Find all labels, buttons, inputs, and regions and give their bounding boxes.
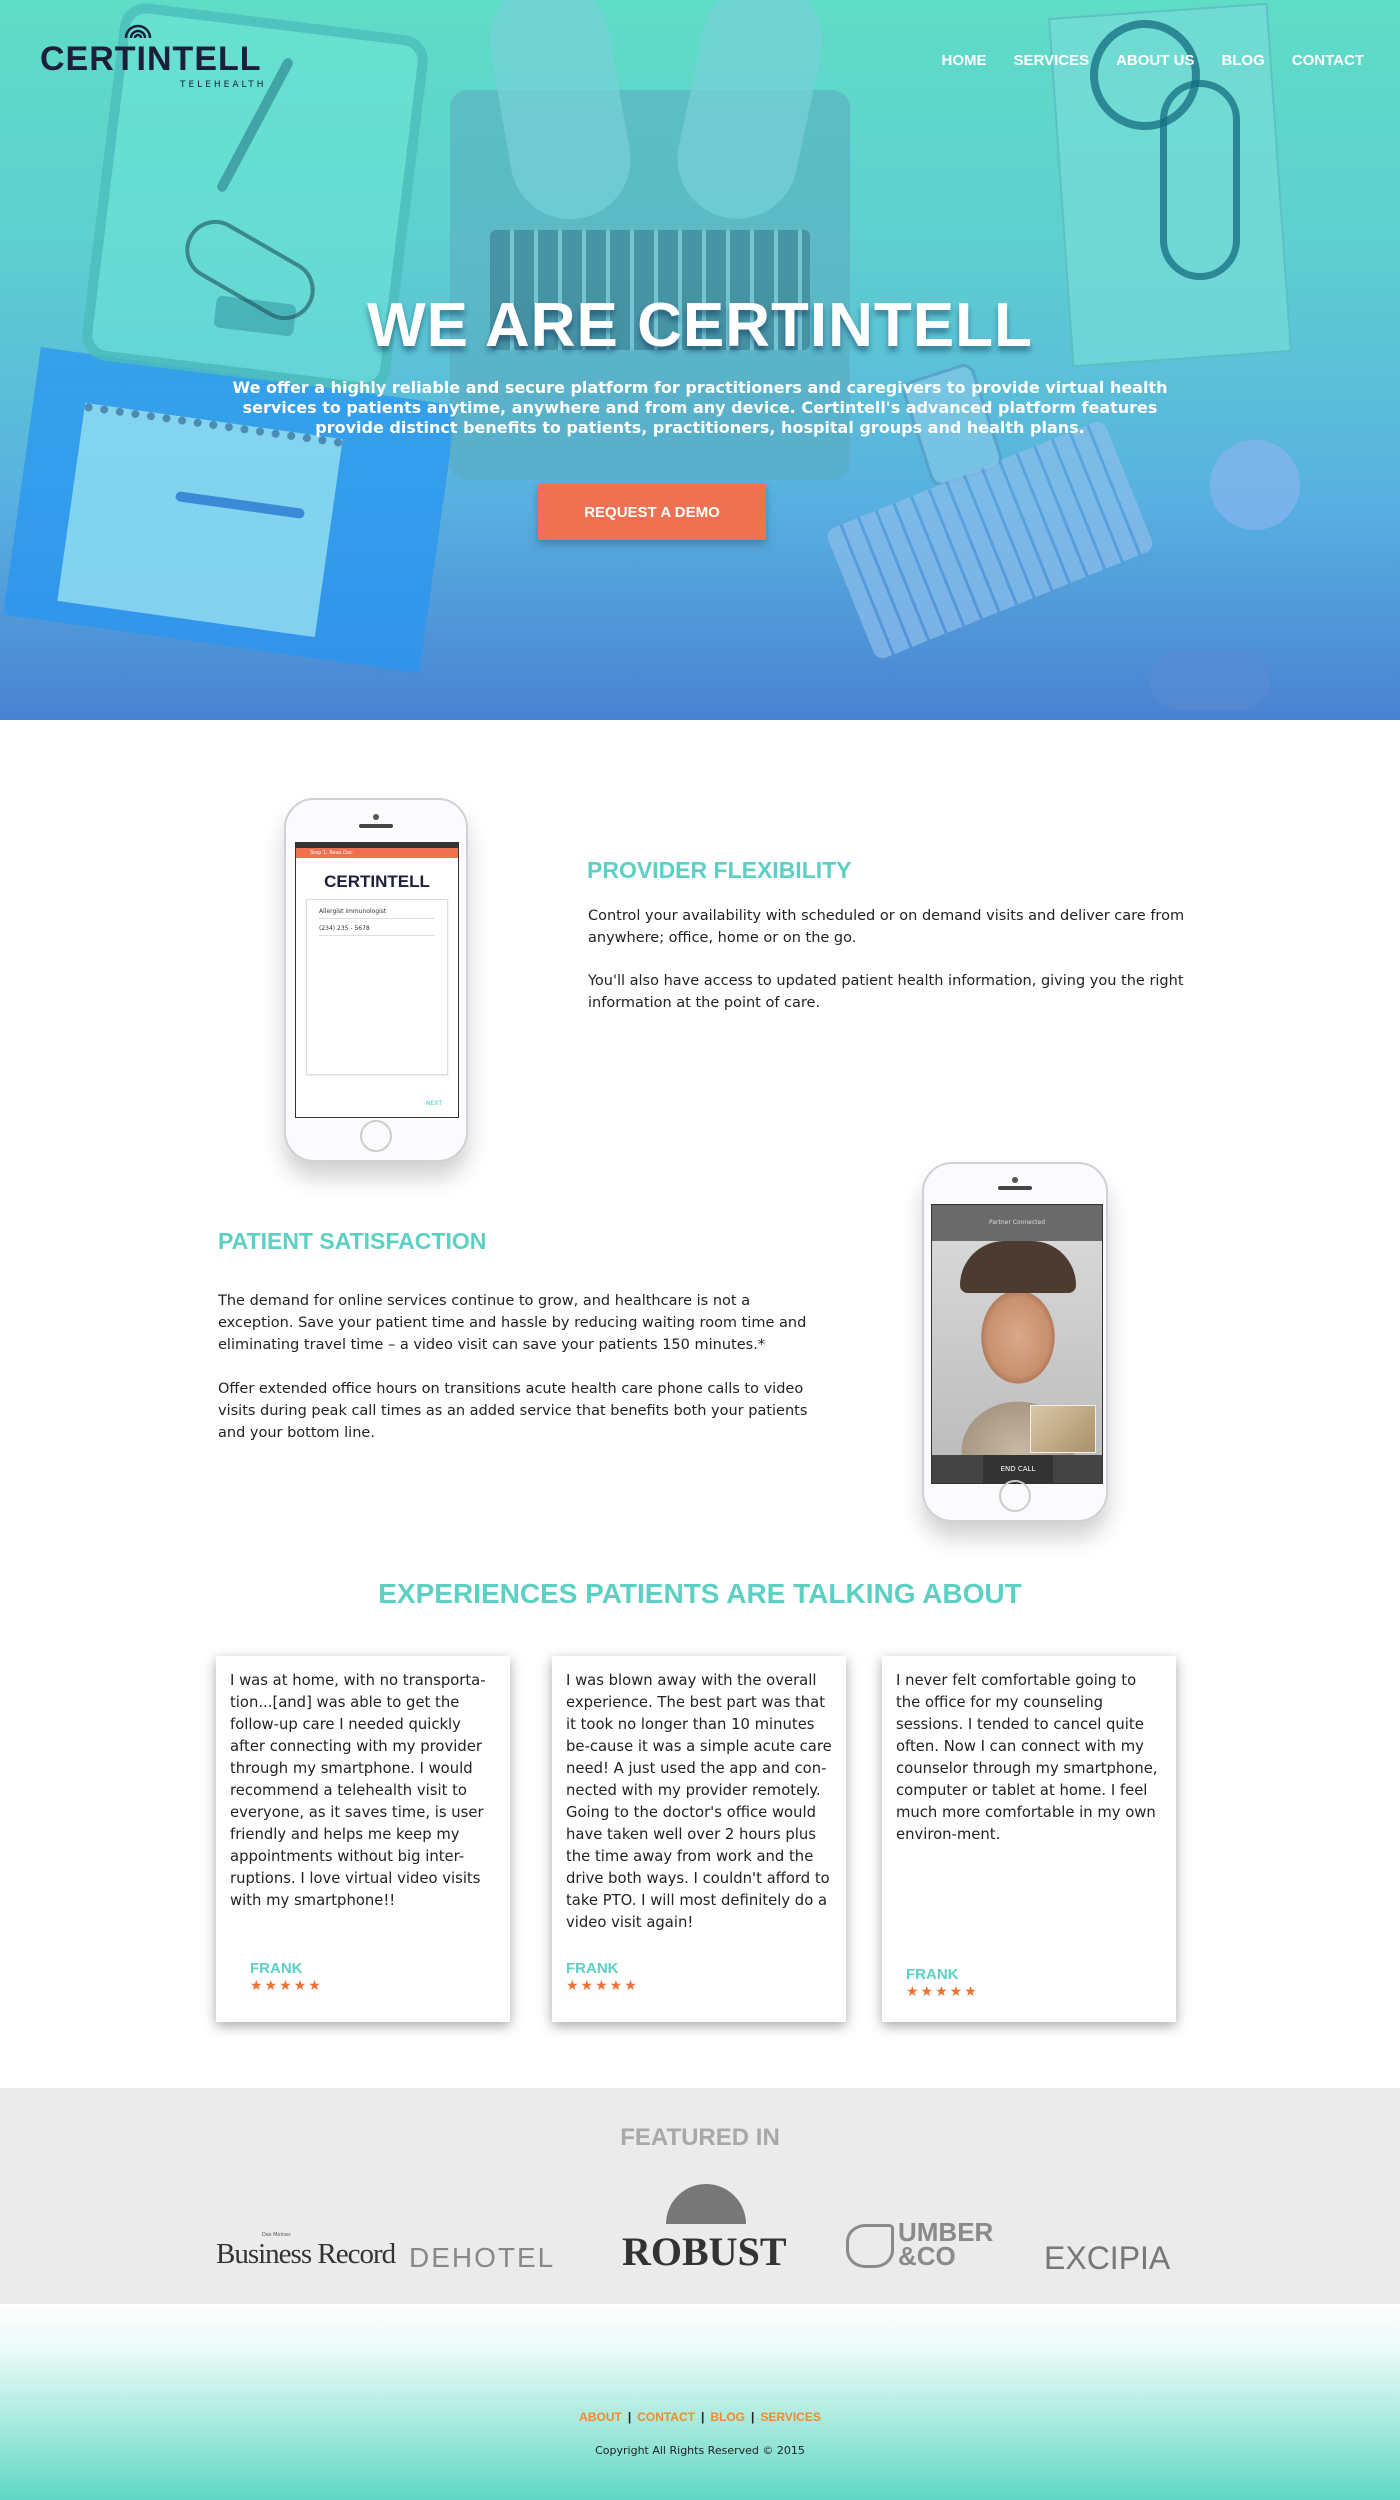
hero-subtitle: We offer a highly reliable and secure platform for practitioners and caregivers to provide virtual health services to patients anytime, anywhere and from any device. Certintell's advanced platform features provide distinct benefits to patients, practitioners, hospital groups and health plans. bbox=[232, 378, 1168, 437]
footer-link-blog[interactable]: BLOG bbox=[710, 2410, 745, 2424]
footer-link-contact[interactable]: CONTACT bbox=[637, 2410, 695, 2424]
app-phone-field: (234) 235 - 5678 bbox=[319, 925, 435, 936]
star-rating: ★★★★★ bbox=[250, 1978, 323, 1994]
footer-link-services[interactable]: SERVICES bbox=[760, 2410, 821, 2424]
request-demo-button[interactable]: REQUEST A DEMO bbox=[538, 484, 766, 540]
phone-screen bbox=[295, 842, 459, 1118]
star-rating: ★★★★★ bbox=[566, 1978, 639, 1994]
brand-dehotel-logo[interactable]: DEHOTEL bbox=[409, 2242, 556, 2273]
video-call-phone-mockup bbox=[922, 1162, 1108, 1522]
hero-title: WE ARE CERTINTELL bbox=[367, 291, 1033, 360]
nav-home[interactable]: HOME bbox=[941, 52, 987, 69]
copyright-text: Copyright All Rights Reserved © 2015 bbox=[595, 2444, 805, 2457]
provider-flexibility-text-1: Control your availability with scheduled or on demand visits and deliver care from anywhere; office, home or on the go. bbox=[588, 908, 1185, 946]
call-top-bar bbox=[932, 1205, 1102, 1241]
brand-business-record-logo[interactable]: Business Record bbox=[216, 2238, 396, 2270]
end-call-button: END CALL bbox=[983, 1455, 1054, 1483]
featured-in-title: FEATURED IN bbox=[620, 2124, 780, 2151]
patient-satisfaction-text-1: The demand for online services continue to grow, and healthcare is not a exception. Save your patient time and hassle by reducing waiting room time and eliminating travel time – a video visit can save your patients 150 minutes.* bbox=[218, 1293, 807, 1353]
app-phone-mockup bbox=[284, 798, 468, 1162]
testimonial-author: FRANK bbox=[566, 1960, 619, 1977]
testimonial-card bbox=[552, 1656, 846, 2022]
app-next-button: NEXT bbox=[426, 1100, 442, 1107]
logo-wordmark: CERTINTELL bbox=[40, 40, 262, 78]
phone-home-button bbox=[360, 1120, 392, 1152]
signal-waves-icon bbox=[118, 18, 158, 42]
phone-camera bbox=[1012, 1177, 1018, 1183]
testimonial-card bbox=[216, 1656, 510, 2022]
testimonial-author: FRANK bbox=[906, 1966, 959, 1983]
saw-blade-icon bbox=[666, 2184, 746, 2224]
star-rating: ★★★★★ bbox=[906, 1984, 979, 2000]
nav-blog[interactable]: BLOG bbox=[1221, 52, 1265, 69]
app-logo: CERTINTELL bbox=[324, 872, 430, 891]
brand-umber-logo[interactable]: UMBER &CO bbox=[898, 2217, 994, 2271]
phone-speaker bbox=[998, 1186, 1032, 1190]
phone-speaker bbox=[359, 824, 393, 828]
main-nav bbox=[915, 52, 1365, 69]
brand-robust-logo[interactable]: ROBUST bbox=[622, 2229, 787, 2274]
phone-screen bbox=[931, 1204, 1103, 1484]
hero-section bbox=[0, 0, 1400, 720]
testimonial-quote: I was at home, with no transporta-tion...[and] was able to get the follow-up care I needed quickly after connecting with my provider through my smartphone. I would recommend a telehealth visit to everyone, as it saves time, is user friendly and helps me keep my appointments without big inter-ruptions. I love virtual video visits with my smartphone!! bbox=[230, 1672, 486, 1909]
phone-home-button bbox=[999, 1480, 1031, 1512]
featured-in-section bbox=[0, 2088, 1400, 2304]
nav-about-us[interactable]: ABOUT US bbox=[1116, 52, 1195, 69]
testimonial-quote: I never felt comfortable going to the office for my counseling sessions. I tended to cancel quite often. Now I can connect with my counselor through my smartphone, computer or tablet at home. I feel much more comfortable in my own environ-ment. bbox=[896, 1672, 1158, 1843]
app-bar-title: Step 1: Reas Doc bbox=[296, 848, 458, 858]
nav-services[interactable]: SERVICES bbox=[1013, 52, 1090, 69]
footer-link-about[interactable]: ABOUT bbox=[579, 2410, 622, 2424]
site-footer bbox=[0, 2304, 1400, 2500]
brand-excipia-logo[interactable]: EXCIPIA bbox=[1044, 2240, 1171, 2276]
site-logo[interactable] bbox=[40, 18, 267, 98]
app-form-card bbox=[306, 899, 448, 1075]
testimonials-title: EXPERIENCES PATIENTS ARE TALKING ABOUT bbox=[378, 1578, 1022, 1609]
logo-tagline: TELEHEALTH bbox=[180, 80, 267, 90]
testimonial-card bbox=[882, 1656, 1176, 2022]
business-record-tagline: Des Moines bbox=[262, 2232, 291, 2238]
call-status: Partner Connected bbox=[988, 1219, 1046, 1226]
phone-camera bbox=[373, 814, 379, 820]
testimonial-quote: I was blown away with the overall experience. The best part was that it took no longer than 10 minutes be-cause it was a simple acute care need! A just used the app and con-nected with my provider remotely. Going to the doctor's office would have taken well over 2 hours plus the time away from work and the drive both ways. I couldn't afford to take PTO. I will most definitely do a video visit again! bbox=[566, 1672, 832, 1931]
nav-contact[interactable]: CONTACT bbox=[1291, 52, 1364, 69]
testimonial-author: FRANK bbox=[250, 1960, 303, 1977]
footer-links: ABOUT | CONTACT | BLOG | SERVICES bbox=[0, 2410, 1400, 2424]
self-view-image bbox=[1030, 1405, 1096, 1453]
provider-flexibility-text-2: You'll also have access to updated patient health information, giving you the right information at the point of care. bbox=[588, 973, 1184, 1011]
patient-satisfaction-title: PATIENT SATISFACTION bbox=[218, 1228, 487, 1254]
provider-flexibility-title: PROVIDER FLEXIBILITY bbox=[587, 857, 852, 883]
app-specialty-field: Allergist immunologist bbox=[319, 908, 435, 919]
patient-satisfaction-text-2: Offer extended office hours on transitions acute health care phone calls to video visits during peak call times as an added service that benefits both your patients and your bottom line. bbox=[218, 1381, 808, 1441]
call-controls bbox=[932, 1455, 1103, 1483]
umber-horse-icon bbox=[846, 2224, 894, 2268]
